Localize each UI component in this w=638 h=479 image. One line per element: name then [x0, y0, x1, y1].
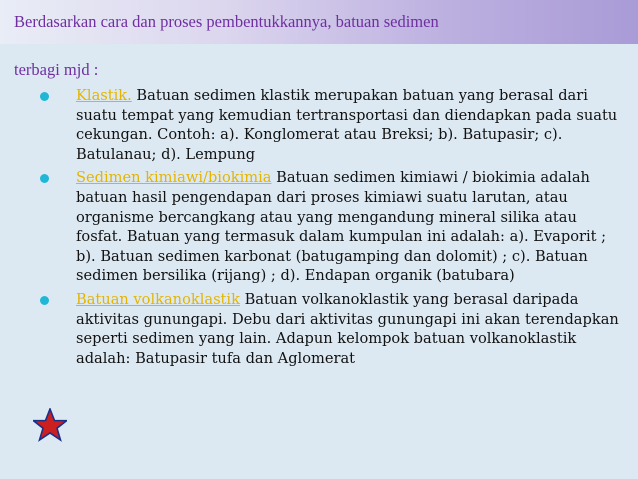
term-link[interactable]: Sedimen kimiawi/biokimia: [76, 169, 272, 187]
item-description: Batuan sedimen kimiawi / biokimia adalah batuan hasil pengendapan dari proses kimiawi suatu larutan, atau organisme bercangkang atau yang mengandung mineral silika atau fosfat. Batuan yang termasuk dalam kumpulan ini adalah: a). Evaporit ; b). Batuan sedimen karbonat (batugamping dan dolomit) ; c). Batuan sedimen bersilika (rijang) ; d). Endapan organik (batubara): [76, 169, 607, 285]
bullet-dot-icon: [40, 174, 49, 183]
item-description: Batuan volkanoklastik yang berasal daripada aktivitas gunungapi. Debu dari aktivitas gunungapi ini akan terendapkan seperti sedimen yang lain. Adapun kelompok batuan volkanoklastik adalah: Batupasir tufa dan Aglomerat: [76, 290, 619, 367]
list-item-kimiawi: [40, 168, 625, 286]
star-icon: [33, 408, 67, 442]
slide-title: Berdasarkan cara dan proses pembentukkannya, batuan sedimen: [14, 12, 439, 31]
bullet-dot-icon: [40, 296, 49, 305]
bullet-list: [40, 86, 625, 368]
list-item-volkanoklastik: [40, 290, 625, 368]
list-item-klastik: [40, 86, 625, 164]
item-description: Batuan sedimen klastik merupakan batuan yang berasal dari suatu tempat yang kemudian tertransportasi dan diendapkan pada suatu cekungan. Contoh: a). Konglomerat atau Breksi; b). Batupasir; c). Batulanau; d). Lempung: [76, 87, 618, 163]
term-link[interactable]: Batuan volkanoklastik: [76, 290, 240, 308]
slide-title-continuation: terbagi mjd :: [14, 60, 99, 79]
bullet-dot-icon: [40, 92, 49, 101]
term-link[interactable]: Klastik.: [76, 87, 132, 104]
